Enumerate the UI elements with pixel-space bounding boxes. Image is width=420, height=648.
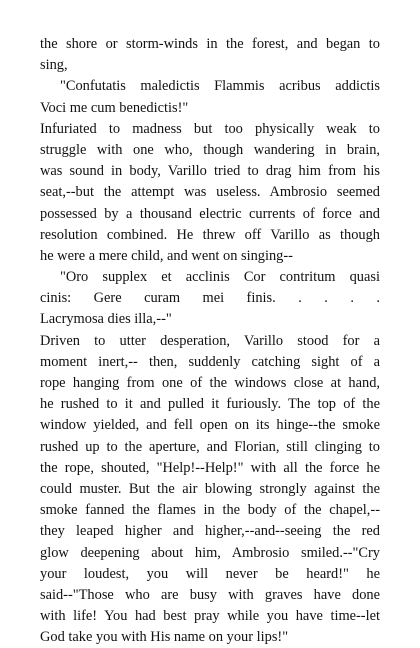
text-line: seat,--but the attempt was useless. Ambrosio seemed xyxy=(40,184,380,201)
text-line: smoke fanned the flames in the body of the chapel,-- xyxy=(40,502,380,519)
text-line: with life! You had best pray while you have time--let xyxy=(40,608,380,625)
text-line: the shore or storm-winds in the forest, and began to xyxy=(40,36,380,52)
verse-line: "Oro supplex et acclinis Cor contritum quasi xyxy=(60,269,380,286)
verse-line: cinis: Gere curam mei finis. . . . . xyxy=(40,290,380,307)
text-line: said--"Those who are busy with graves have done xyxy=(40,586,380,603)
text-line: the rope, shouted, "Help!--Help!" with all the force he xyxy=(40,459,380,476)
text-line: moment inert,-- then, suddenly catching sight of a xyxy=(40,353,380,370)
text-line: glow deepening about him, Ambrosio smiled.--"Cry xyxy=(40,544,380,561)
text-line: was sound in body, Varillo tried to drag him from his xyxy=(40,163,380,180)
text-line: he rushed to it and pulled it furiously. The top of the xyxy=(40,396,380,413)
text-line: possessed by a thousand electric currents of force and xyxy=(40,205,380,222)
verse-line: Lacrymosa dies illa,--" xyxy=(40,311,172,328)
text-line: God take you with His name on your lips!" xyxy=(40,629,289,646)
text-line: resolution combined. He threw off Varillo as though xyxy=(40,226,380,243)
book-page-text xyxy=(40,34,380,648)
verse-line: Voci me cum benedictis!" xyxy=(40,99,189,116)
text-line: could muster. But the air blowing strongly against the xyxy=(40,480,380,497)
text-line: your loudest, you will never be heard!" he xyxy=(40,565,380,582)
text-line: Infuriated to madness but too physically weak to xyxy=(40,120,380,137)
text-line: Driven to utter desperation, Varillo stood for a xyxy=(40,332,380,349)
text-line: he were a mere child, and went on singing-- xyxy=(40,247,293,264)
text-line: sing, xyxy=(40,57,68,74)
verse-line: "Confutatis maledictis Flammis acribus addictis xyxy=(60,78,380,95)
text-line: rope hanging from one of the windows close at hand, xyxy=(40,375,380,391)
text-line: they leaped higher and higher,--and--seeing the red xyxy=(40,523,380,540)
text-line: window yielded, and fell open on its hinge--the smoke xyxy=(40,417,380,434)
text-line: struggle with one who, though wandering in brain, xyxy=(40,141,380,158)
text-line: rushed up to the aperture, and Florian, still clinging to xyxy=(40,438,380,455)
